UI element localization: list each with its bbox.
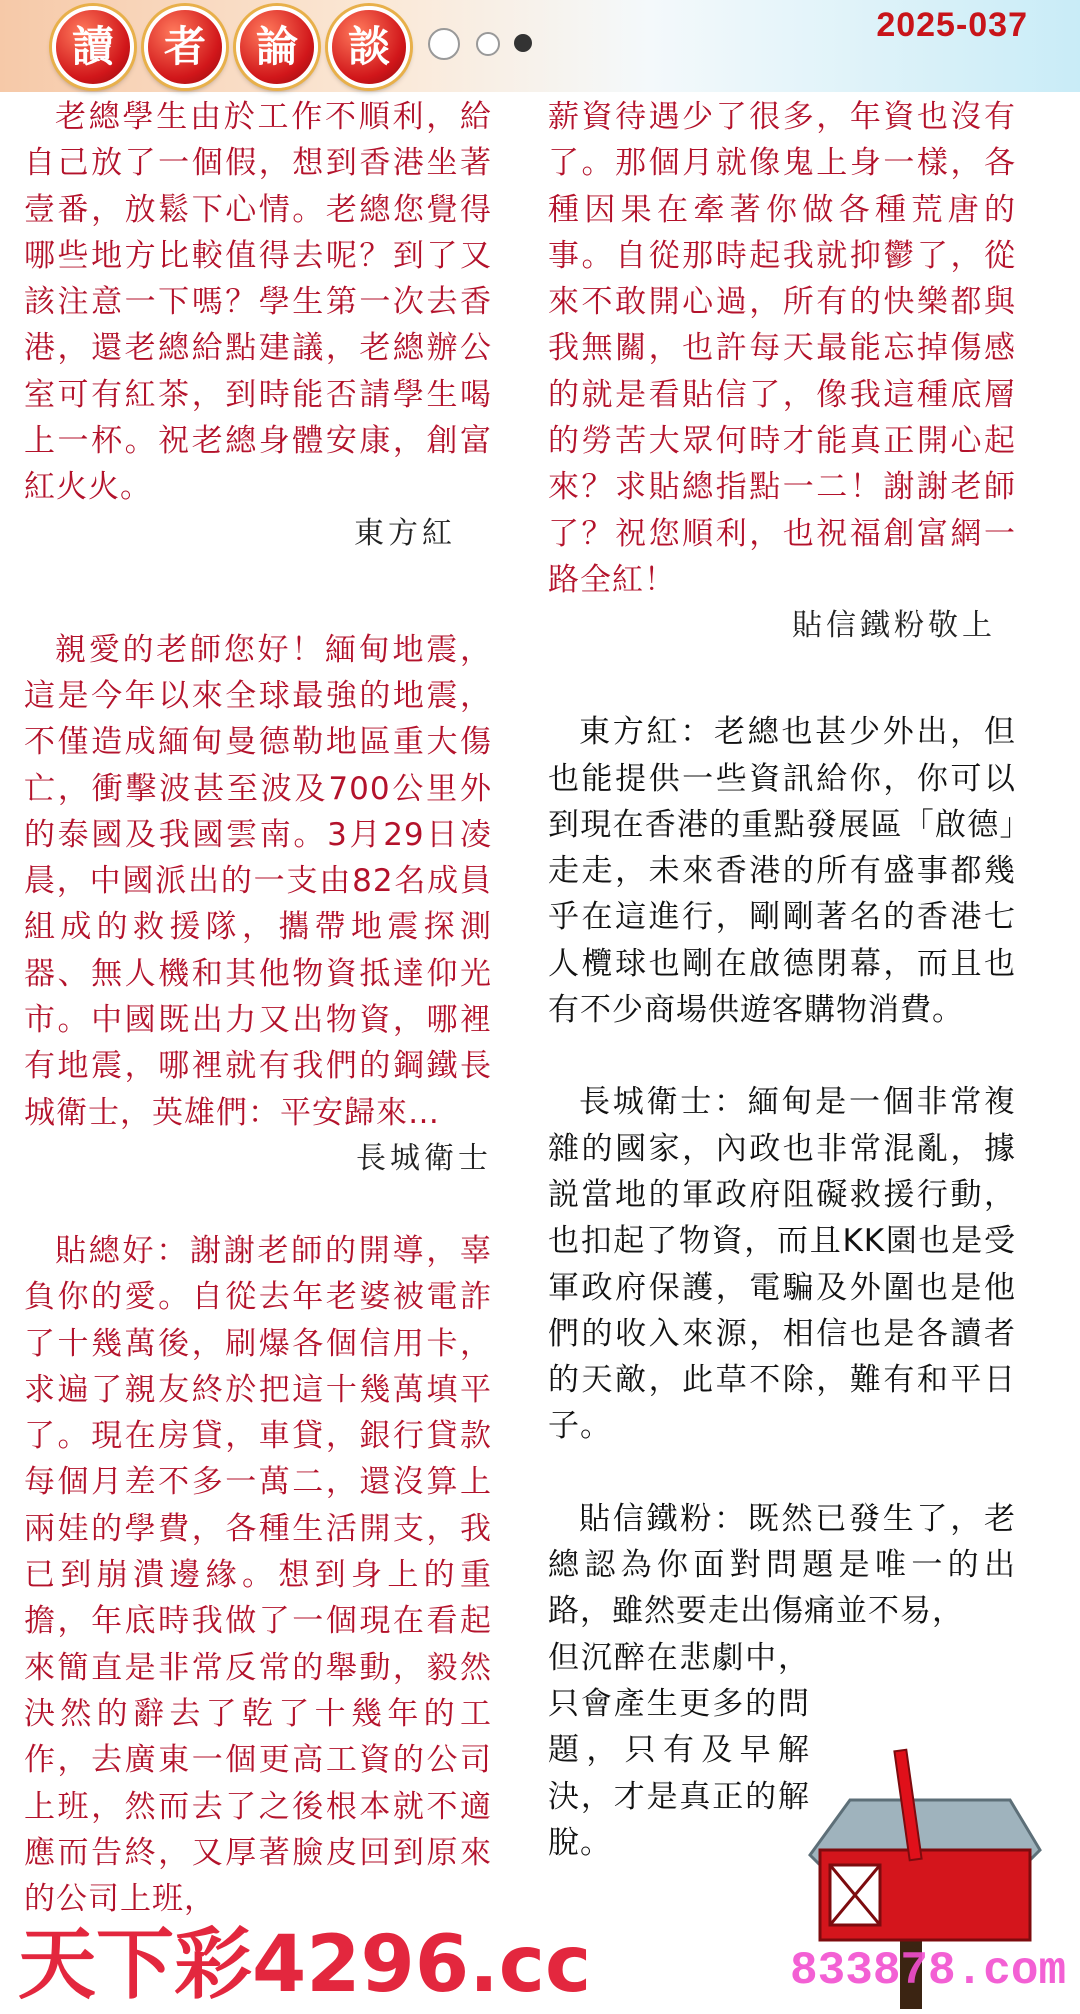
- watermark-right: 833878.com: [790, 1945, 1067, 1997]
- right-column: [548, 94, 1016, 1866]
- editor-reply-1: 東方紅：老總也甚少外出，但也能提供一些資訊給你，你可以到現在香港的重點發展區「啟德」走走，未來香港的所有盛事都幾乎在這進行，剛剛著名的香港七人欖球也剛在啟德閉幕，而且也有不少商場供遊客購物消費。: [548, 714, 1016, 1029]
- letter-1-signature: 東方紅: [354, 515, 456, 551]
- reader-letter-3-continued: 薪資待遇少了很多，年資也沒有了。那個月就像鬼上身一樣，各種因果在牽著你做各種荒唐的事。自從那時起我就抑鬱了，從來不敢開心過，所有的快樂都與我無關，也許每天最能忘掉傷感的就是看貼信了，像我這種底層的勞苦大眾何時才能真正開心起來？求貼總指點一二！謝謝老師了？祝您順利，也祝福創富網一路全紅！: [548, 99, 1016, 598]
- title-badge-1: 讀: [52, 6, 134, 88]
- reader-letter-3: 貼總好：謝謝老師的開導，辜負你的愛。自從去年老婆被電詐了十幾萬後，刷爆各個信用卡，求遍了親友終於把這十幾萬填平了。現在房貸，車貸，銀行貸款每個月差不多一萬二，還沒算上兩娃的學費，各種生活開支，我已到崩潰邊緣。想到身上的重擔，年底時我做了一個現在看起來簡直是非常反常的舉動，毅然決然的辭去了乾了十幾年的工作，去廣東一個更高工資的公司上班，然而去了之後根本就不適應而告終，又厚著臉皮回到原來的公司上班，: [24, 1232, 492, 1918]
- title-badge-4: 談: [328, 6, 410, 88]
- decor-dot-icon: [428, 28, 460, 60]
- title-badge-3: 論: [236, 6, 318, 88]
- watermark-left: 天下彩4296.cc: [18, 1920, 592, 2010]
- reader-letter-1: 老總學生由於工作不順利，給自己放了一個假，想到香港坐著壹番，放鬆下心情。老總您覺得哪些地方比較值得去呢？到了又該注意一下嗎？學生第一次去香港，還老總給點建議，老總辦公室可有紅茶，到時能否請學生喝上一杯。祝老總身體安康，創富紅火火。: [24, 99, 492, 506]
- editor-reply-3: 貼信鐵粉：既然已發生了，老總認為你面對問題是唯一的出路，雖然要走出傷痛並不易，: [548, 1500, 1016, 1630]
- decor-dot-icon: [514, 34, 532, 52]
- reader-letter-2: 親愛的老師您好！緬甸地震，這是今年以來全球最強的地震，不僅造成緬甸曼德勒地區重大傷亡，衝擊波甚至波及700公里外的泰國及我國雲南。3月29日凌晨，中國派出的一支由82名成員組成的救援隊，攜帶地震探測器、無人機和其他物資抵達仰光市。中國既出力又出物資，哪裡有地震，哪裡就有我們的鋼鐵長城衛士，英雄們：平安歸來…: [24, 631, 492, 1131]
- letter-3-signature: 貼信鐵粉敬上: [792, 608, 996, 644]
- editor-reply-3-continued: 但沉醉在悲劇中，只會產生更多的問題，只有及早解決，才是真正的解脫。: [548, 1639, 810, 1861]
- page-header: [0, 0, 1080, 92]
- letter-2-signature: 長城衛士: [356, 1140, 492, 1176]
- title-badge-2: 者: [144, 6, 226, 88]
- issue-number: 2025-037: [876, 6, 1028, 44]
- editor-reply-2: 長城衛士：緬甸是一個非常複雜的國家，內政也非常混亂，據説當地的軍政府阻礙救援行動，也扣起了物資，而且KK園也是受軍政府保護，電騙及外圍也是他們的收入來源，相信也是各讀者的天敵，此草不除，難有和平日子。: [548, 1084, 1016, 1445]
- decor-dot-icon: [476, 32, 500, 56]
- left-column: [24, 94, 492, 1922]
